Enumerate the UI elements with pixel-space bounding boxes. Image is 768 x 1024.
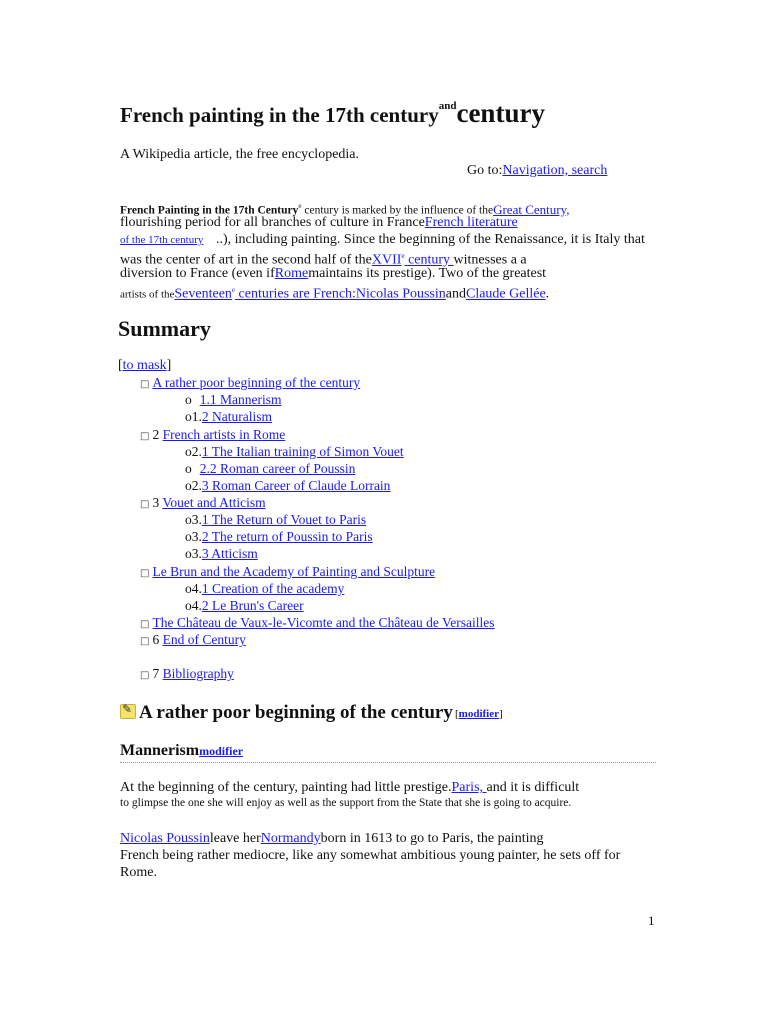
- centuries-french-link[interactable]: centuries are French:: [235, 286, 356, 302]
- intro-sup-1: e: [298, 202, 302, 210]
- toc-toggle: [118, 358, 171, 374]
- goto-label: Go to:: [467, 163, 503, 178]
- toc-hide-link[interactable]: to mask: [122, 358, 167, 373]
- toc-item: [185, 546, 258, 562]
- page-subtitle: A Wikipedia article, the free encyclopedia.: [120, 147, 360, 162]
- circle-bullet: o: [185, 392, 192, 407]
- intro-text-4: was the center of art in the second half of the: [120, 252, 372, 268]
- mannerism-p1-line-1: [120, 779, 579, 796]
- mannerism-p2-line-1: [120, 830, 543, 847]
- intro-dot: .: [545, 286, 550, 302]
- toc-item: [185, 444, 404, 460]
- goto-bar: [467, 163, 654, 179]
- toc-link[interactable]: 1 The Return of Vouet to Paris: [201, 512, 367, 527]
- toc-link[interactable]: 2.2 Roman career of Poussin: [199, 461, 356, 476]
- toc-item: [185, 581, 344, 597]
- mannerism-p2-line-2: French being rather mediocre, like any somewhat ambitious young painter, he sets off for: [120, 848, 621, 863]
- intro-and: and: [445, 286, 466, 302]
- toc-item-number: 3: [152, 495, 163, 510]
- toc-item: [185, 461, 355, 477]
- edit-bracket-close: ]: [499, 708, 503, 720]
- intro-line-6: [120, 282, 549, 304]
- toc-link[interactable]: End of Century: [162, 632, 246, 647]
- heading-divider: [120, 762, 656, 763]
- page-number: 1: [648, 913, 655, 928]
- rome-link[interactable]: Rome: [274, 266, 309, 281]
- toc-link[interactable]: 1 Creation of the academy: [201, 581, 345, 596]
- mannerism-heading: [120, 742, 277, 760]
- toc-item: [140, 495, 266, 511]
- square-bullet-icon: □: [140, 568, 150, 579]
- title-superscript: and: [438, 100, 457, 112]
- toc-link[interactable]: A rather poor beginning of the century: [152, 375, 361, 390]
- intro-text-6-small: artists of the: [120, 288, 175, 301]
- intro-text-1: century is marked by the influence of the: [301, 204, 494, 217]
- section-heading-1-text: A rather poor beginning of the century: [139, 702, 453, 723]
- toc-item-number: o2.: [185, 478, 202, 493]
- toc-bracket-open: [: [118, 358, 123, 373]
- toc-link[interactable]: 2 Naturalism: [201, 409, 272, 424]
- toc-item: [185, 409, 272, 425]
- intro-line-2: [120, 214, 633, 231]
- goto-navigation-link[interactable]: Navigation, search: [502, 163, 608, 178]
- intro-sup-6: e: [231, 286, 236, 294]
- french-literature-link[interactable]: French literature: [424, 215, 518, 230]
- toc-item-number: 2: [152, 427, 163, 442]
- toc-item: [140, 564, 435, 580]
- toc-link[interactable]: 2 Le Brun's Career: [201, 598, 304, 613]
- title-text: French painting in the 17th century: [120, 103, 439, 127]
- paris-link[interactable]: Paris,: [451, 780, 487, 795]
- toc-link[interactable]: Vouet and Atticism: [162, 495, 266, 510]
- toc-item: [185, 598, 304, 614]
- mannerism-p2-line-3: Rome.: [120, 865, 157, 880]
- toc-item-number: o3.: [185, 512, 202, 527]
- mannerism-edit-link[interactable]: modifier: [199, 744, 244, 758]
- toc-item-number: o4.: [185, 598, 202, 613]
- section-heading-1: [120, 702, 453, 724]
- toc-item-number: o4.: [185, 581, 202, 596]
- toc-item-number: o3.: [185, 529, 202, 544]
- summary-heading: Summary: [118, 316, 211, 341]
- intro-bold-text: French Painting in the 17th Century: [120, 204, 299, 217]
- toc-link[interactable]: 3 Roman Career of Claude Lorrain: [201, 478, 391, 493]
- square-bullet-icon: □: [140, 636, 150, 647]
- circle-bullet: o: [185, 461, 192, 476]
- intro-text-5: diversion to France (even if: [120, 266, 275, 281]
- mannerism-p1-line-2: to glimpse the one she will enjoy as well as the support from the State that she is going to acquire.: [120, 797, 572, 809]
- toc-link[interactable]: 2 The return of Poussin to Paris: [201, 529, 373, 544]
- toc-item: [185, 478, 390, 494]
- xvii-link[interactable]: XVII: [371, 252, 402, 268]
- mannerism-text-1: At the beginning of the century, painting had little prestige.: [120, 780, 452, 795]
- toc-item: [140, 427, 285, 443]
- toc-item: [140, 632, 246, 648]
- 17th-century-link[interactable]: of the 17th century: [120, 234, 204, 246]
- nicolas-poussin-link-2[interactable]: Nicolas Poussin: [120, 831, 210, 846]
- toc-item: [185, 512, 366, 528]
- page-title: [120, 98, 545, 129]
- intro-line-5: [120, 265, 546, 282]
- normandy-link[interactable]: Normandy: [260, 831, 321, 846]
- square-bullet-icon: □: [140, 670, 150, 681]
- pencil-icon: [120, 704, 136, 719]
- title-big-text: century: [456, 98, 545, 128]
- mannerism-text-2b: born in 1613 to go to Paris, the painting: [320, 831, 544, 846]
- square-bullet-icon: □: [140, 431, 150, 442]
- intro-text-3: ..), including painting. Since the beginning of the Renaissance, it is Italy that: [216, 232, 645, 247]
- toc-link[interactable]: French artists in Rome: [162, 427, 286, 442]
- toc-link[interactable]: 3 Atticism: [201, 546, 258, 561]
- toc-item: [140, 375, 360, 391]
- section-1-edit: [455, 708, 503, 720]
- great-century-link[interactable]: Great Century,: [493, 201, 570, 217]
- toc-link[interactable]: 1 The Italian training of Simon Vouet: [201, 444, 404, 459]
- toc-link[interactable]: 1.1 Mannerism: [199, 392, 282, 407]
- toc-item: [185, 392, 282, 408]
- claude-gellee-link[interactable]: Claude Gellée: [465, 286, 546, 302]
- edit-bracket-open: [: [455, 708, 459, 720]
- toc-item-number: o2.: [185, 444, 202, 459]
- mannerism-text-2a: leave her: [209, 831, 261, 846]
- mannerism-text-1b: and it is difficult: [486, 780, 580, 795]
- intro-sup-4: e: [401, 252, 405, 260]
- square-bullet-icon: □: [140, 619, 150, 630]
- square-bullet-icon: □: [140, 379, 150, 390]
- toc-item: [140, 666, 234, 682]
- toc-item-number: 6: [152, 632, 163, 647]
- intro-text-2: flourishing period for all branches of culture in France: [120, 215, 425, 230]
- century-link[interactable]: century: [404, 252, 454, 268]
- seventeen-link[interactable]: Seventeen: [174, 286, 232, 302]
- toc-item-number: o3.: [185, 546, 202, 561]
- toc-item: [140, 615, 495, 631]
- toc-link[interactable]: Bibliography: [162, 666, 234, 681]
- toc-item-number: o1.: [185, 409, 202, 424]
- section-1-edit-link[interactable]: modifier: [458, 708, 499, 720]
- intro-text-5b: maintains its prestige). Two of the greatest: [308, 266, 547, 281]
- intro-text-4b: witnesses a a: [453, 252, 527, 268]
- mannerism-heading-text: Mannerism: [120, 742, 200, 759]
- nicolas-poussin-link[interactable]: Nicolas Poussin: [355, 286, 446, 302]
- intro-line-3: [120, 231, 645, 249]
- toc-link[interactable]: Le Brun and the Academy of Painting and Sculpture: [152, 564, 436, 579]
- toc-item-number: 7: [152, 666, 163, 681]
- toc-link[interactable]: The Château de Vaux-le-Vicomte and the Château de Versailles: [152, 615, 495, 630]
- toc-bracket-close: ]: [166, 358, 172, 373]
- toc-item: [185, 529, 373, 545]
- square-bullet-icon: □: [140, 499, 150, 510]
